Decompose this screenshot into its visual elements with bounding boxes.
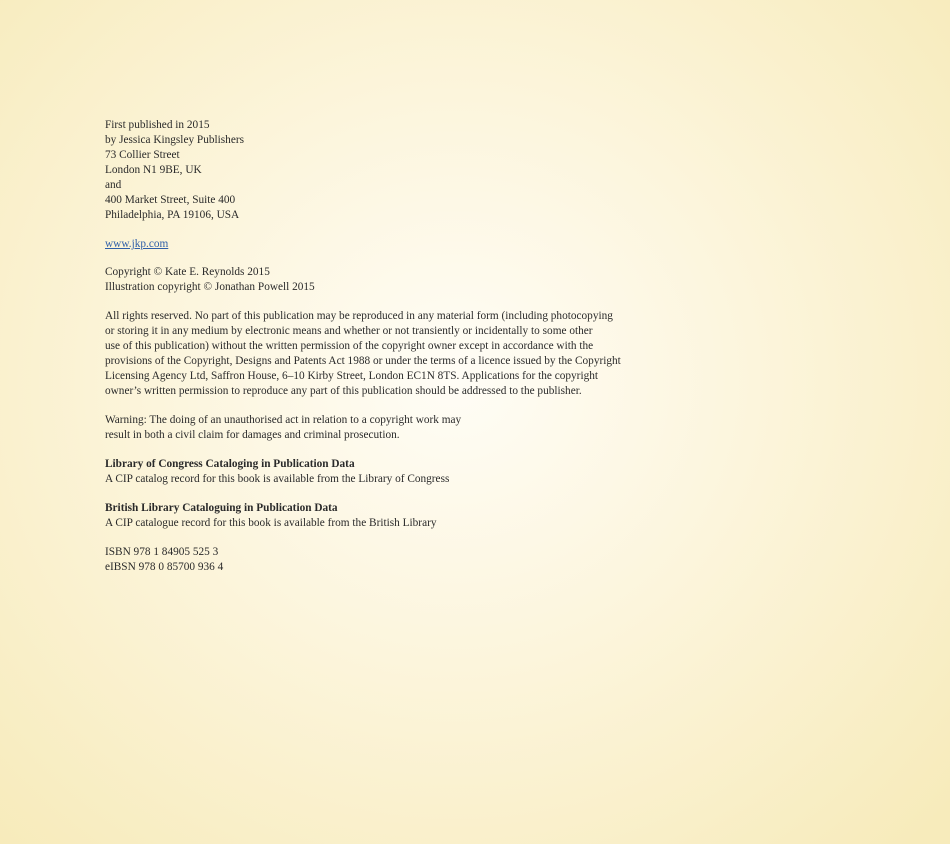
warning-line: Warning: The doing of an unauthorised act in relation to a copyright work may <box>105 414 462 426</box>
rights-reserved-paragraph <box>105 309 705 399</box>
rights-line: Licensing Agency Ltd, Saffron House, 6–10 Kirby Street, London EC1N 8TS. Applications for the copyright <box>105 370 599 382</box>
website-block <box>105 237 705 252</box>
publisher-line: and <box>105 179 122 191</box>
rights-line: or storing it in any medium by electronic means and whether or not transiently or incidentally to some other <box>105 325 593 337</box>
loc-cip-block <box>105 457 705 487</box>
publisher-line: First published in 2015 <box>105 119 210 131</box>
copyright-content <box>105 118 705 575</box>
website-link[interactable]: www.jkp.com <box>105 238 169 250</box>
copyright-line: Copyright © Kate E. Reynolds 2015 <box>105 266 270 278</box>
publisher-address <box>105 118 705 223</box>
rights-line: owner’s written permission to reproduce any part of this publication should be addressed to the publisher. <box>105 385 582 397</box>
copyright-notice <box>105 265 705 295</box>
isbn-line: ISBN 978 1 84905 525 3 <box>105 546 219 558</box>
warning-line: result in both a civil claim for damages and criminal prosecution. <box>105 429 400 441</box>
rights-line: All rights reserved. No part of this publication may be reproduced in any material form (including photocopying <box>105 310 613 322</box>
rights-line: provisions of the Copyright, Designs and Patents Act 1988 or under the terms of a licence issued by the Copyright <box>105 355 621 367</box>
isbn-block <box>105 545 705 575</box>
bl-cip-block <box>105 501 705 531</box>
publisher-line: by Jessica Kingsley Publishers <box>105 134 245 146</box>
publisher-line: London N1 9BE, UK <box>105 164 202 176</box>
loc-cip-text: A CIP catalog record for this book is available from the Library of Congress <box>105 473 450 485</box>
copyright-line: Illustration copyright © Jonathan Powell 2015 <box>105 281 315 293</box>
eisbn-line: eIBSN 978 0 85700 936 4 <box>105 561 224 573</box>
bl-cip-text: A CIP catalogue record for this book is available from the British Library <box>105 517 437 529</box>
publisher-line: 73 Collier Street <box>105 149 180 161</box>
warning-paragraph <box>105 413 705 443</box>
publisher-line: 400 Market Street, Suite 400 <box>105 194 236 206</box>
loc-cip-heading: Library of Congress Cataloging in Publication Data <box>105 458 355 470</box>
publisher-line: Philadelphia, PA 19106, USA <box>105 209 240 221</box>
rights-line: use of this publication) without the written permission of the copyright owner except in accordance with the <box>105 340 594 352</box>
bl-cip-heading: British Library Cataloguing in Publication Data <box>105 502 338 514</box>
